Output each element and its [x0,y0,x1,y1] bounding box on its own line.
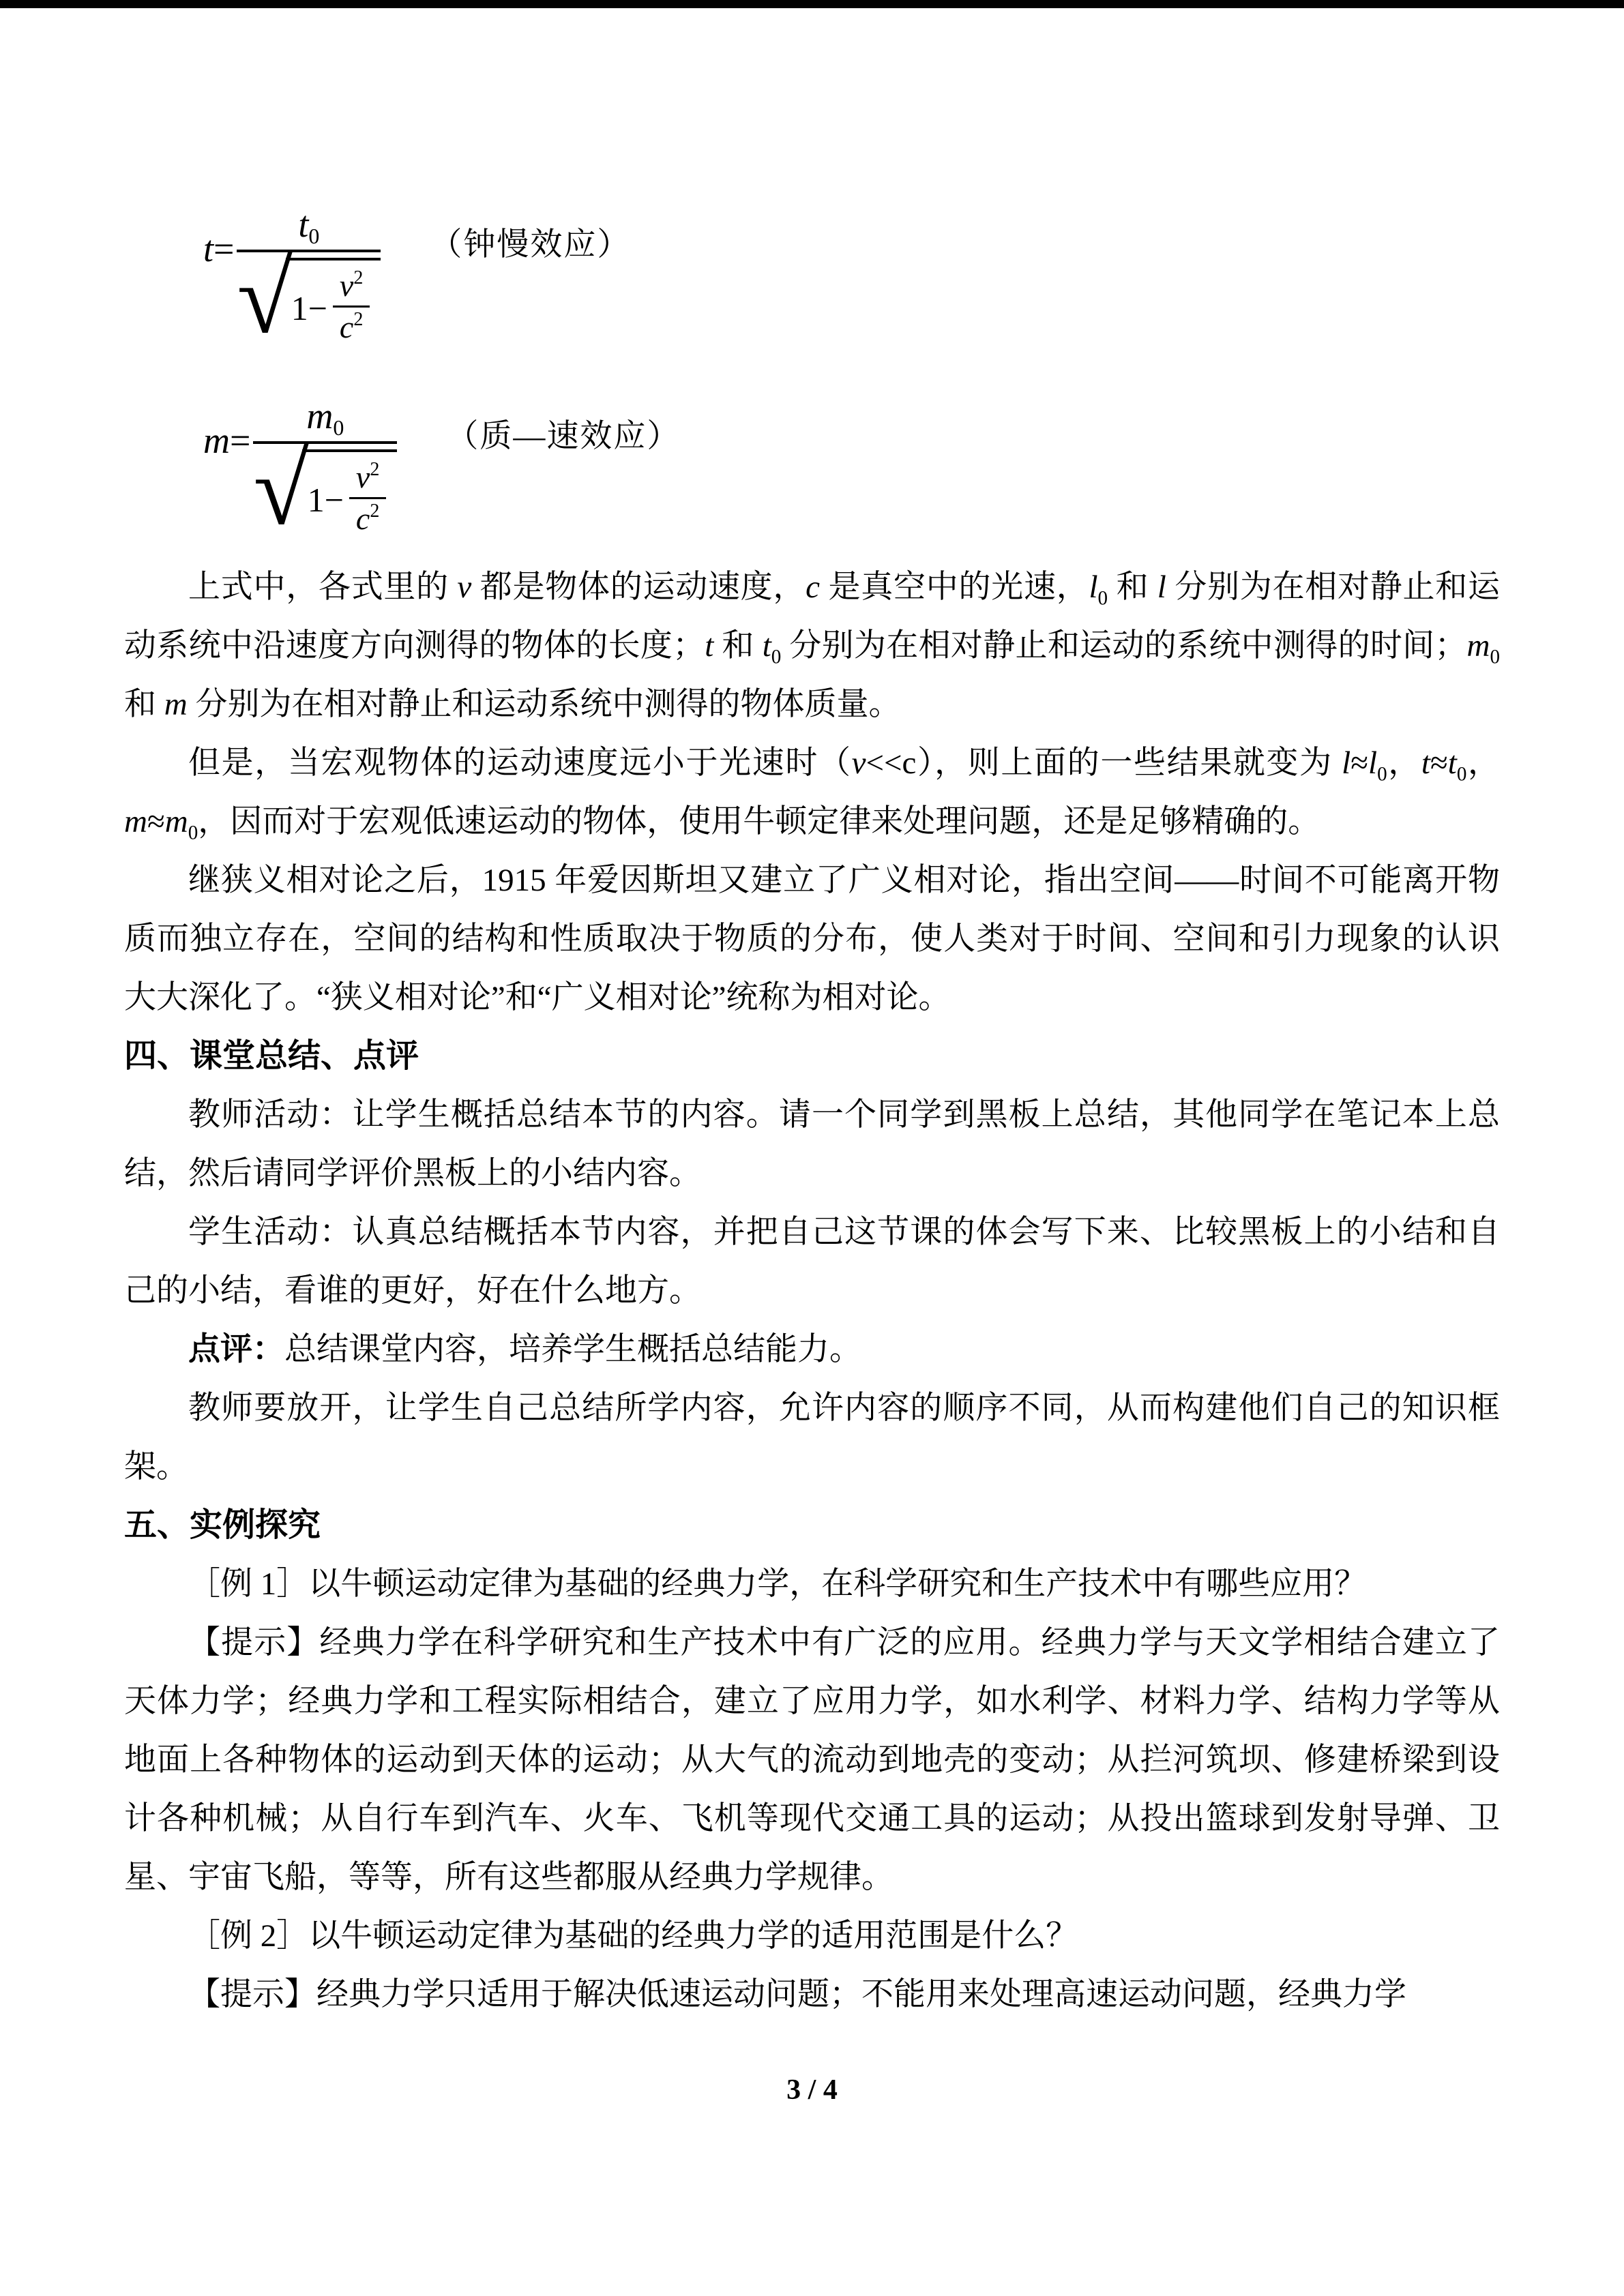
radicand-prefix: 1− [291,288,327,327]
inner-numerator [333,269,370,308]
inner-numerator-variable: v [339,268,354,303]
formula-time-dilation [203,202,1500,355]
radical-sign: √ [237,243,293,355]
text-run: ， [1387,745,1421,781]
text-run: 是真空中的光速， [820,569,1089,605]
numerator-subscript: 0 [308,224,320,248]
numerator-variable: t [298,204,309,245]
text-run: 分别为在相对静止和运动系统中沿速度方向测得的物体的长度； [124,569,1501,664]
section-heading [124,1496,1500,1555]
scan-top-edge [0,0,1624,8]
formula-lhs [203,230,234,267]
denominator [253,434,397,546]
inner-denominator [333,308,370,347]
paragraph [124,1203,1500,1320]
text-run: 学生活动：认真总结概括本节内容，并把自己这节课的体会写下来、比较黑板上的小结和自己的小结，看谁的更好，好在什么地方。 [124,1214,1500,1309]
paragraph [124,1965,1500,2024]
text-run: ，因而对于宏观低速运动的物体，使用牛顿定律来处理问题，还是足够精确的。 [198,804,1320,839]
inner-fraction [349,460,386,539]
text-run: 但是，当宏观物体的运动速度远小于光速时（ [188,745,852,781]
paragraph [124,1320,1500,1379]
paragraph [124,1907,1500,1965]
text-run: l [1157,569,1166,605]
formula-mass-velocity [203,393,1500,546]
text-run: 和 [713,628,763,664]
text-run: t [762,628,771,664]
fraction [253,393,397,546]
paragraph [124,1613,1500,1907]
text-run: 【提示】经典力学在科学研究和生产技术中有广泛的应用。经典力学与天文学相结合建立了天体力学；经典力学和工程实际相结合，建立了应用力学，如水利学、材料力学、结构力学等从地面上各种物体的运动到天体的运动；从大气的流动到地壳的变动；从拦河筑坝、修建桥梁到设计各种机械；从自行车到汽车、火车、飞机等现代交通工具的运动；从投出篮球到发射导弹、卫星、宇宙飞船，等等，所有这些都服从经典力学规律。 [124,1625,1500,1895]
radical-sign: √ [253,434,309,546]
inner-numerator [349,460,386,499]
paragraph [124,1555,1500,1613]
numerator-subscript: 0 [333,415,344,440]
text-run: m [124,804,147,839]
inner-numerator-exponent: 2 [353,267,364,288]
inner-denominator-exponent: 2 [353,309,364,330]
text-run: 都是物体的运动速度， [471,569,806,605]
text-run: 四、课堂总结、点评 [124,1038,419,1074]
fraction [237,202,381,355]
text-run: 0 [188,822,198,844]
radicand [286,258,381,350]
radicand [302,449,398,541]
text-run: 【提示】经典力学只适用于解决低速运动问题；不能用来处理高速运动问题，经典力学 [188,1977,1406,2012]
text-run: ≈ [1430,745,1448,781]
text-run: ≈ [1350,745,1368,781]
text-run: 0 [1097,587,1108,610]
paragraph [124,734,1500,851]
text-run: ≈ [147,804,165,839]
equals-sign: = [213,228,235,269]
text-run: 分别为在相对静止和运动系统中测得的物体质量。 [187,687,901,722]
text-run: m [1466,628,1490,664]
formula-label: （质—速效应） [446,419,681,454]
text-run: 0 [1456,763,1467,786]
text-run: 五、实例探究 [124,1507,321,1543]
inner-fraction [333,269,370,347]
paragraph [124,1379,1500,1496]
inner-denominator [349,499,386,539]
text-run: l [1342,745,1351,781]
text-run: 0 [1377,763,1387,786]
radicand-prefix: 1− [307,480,344,519]
text-run: m [164,804,188,839]
text-run: 上式中，各式里的 [188,569,458,605]
paragraph [124,1086,1500,1203]
text-run: ， [1466,745,1501,781]
inner-denominator-variable: c [355,501,370,536]
text-run: v [851,745,866,781]
text-run: 和 [1108,569,1157,605]
text-run: l [1368,745,1378,781]
text-run: l [1089,569,1098,605]
text-run: 继狭义相对论之后，1915 年爱因斯坦又建立了广义相对论，指出空间——时间不可能离开物质而独立存在，空间的结构和性质取决于物质的分布，使人类对于时间、空间和引力现象的认识大大深化了。“狭义相对论”和“广义相对论”统称为相对论。 [124,863,1500,1015]
text-run: <<c），则上面的一些结果就变为 [866,745,1342,781]
text-run: t [705,628,714,664]
denominator [237,243,381,355]
text-run: t [1421,745,1430,781]
section-heading [124,1027,1500,1086]
text-run: t [1447,745,1457,781]
formula-lhs [203,422,250,459]
text-run: 0 [771,646,782,668]
text-run: 点评： [188,1332,284,1367]
inner-numerator-exponent: 2 [370,459,380,480]
equals-sign: = [230,420,251,461]
paragraph [124,851,1500,1027]
inner-denominator-exponent: 2 [370,501,380,522]
document-body [124,558,1500,2024]
text-run: 0 [1490,646,1501,668]
text-run: 总结课堂内容，培养学生概括总结能力。 [284,1332,861,1367]
page-number: 3 / 4 [786,2074,838,2106]
text-run: ［例 2］以牛顿运动定律为基础的经典力学的适用范围是什么？ [188,1918,1078,1954]
text-run: ［例 1］以牛顿运动定律为基础的经典力学，在科学研究和生产技术中有哪些应用？ [188,1566,1367,1602]
inner-denominator-variable: c [339,310,354,344]
numerator-variable: m [306,396,334,436]
lhs-variable: m [203,420,230,461]
paragraph [124,558,1500,734]
text-run: 教师要放开，让学生自己总结所学内容，允许内容的顺序不同，从而构建他们自己的知识框架。 [124,1390,1500,1485]
text-run: c [806,569,821,605]
formula-label: （钟慢效应） [430,227,631,263]
text-run: v [457,569,472,605]
lhs-variable: t [203,228,214,269]
text-run: 和 [124,687,164,722]
text-run: 分别为在相对静止和运动的系统中测得的时间； [781,628,1467,664]
inner-numerator-variable: v [355,460,370,494]
text-run: 教师活动：让学生概括总结本节的内容。请一个同学到黑板上总结，其他同学在笔记本上总结，然后请同学评价黑板上的小结内容。 [124,1097,1500,1191]
text-run: m [164,687,188,722]
